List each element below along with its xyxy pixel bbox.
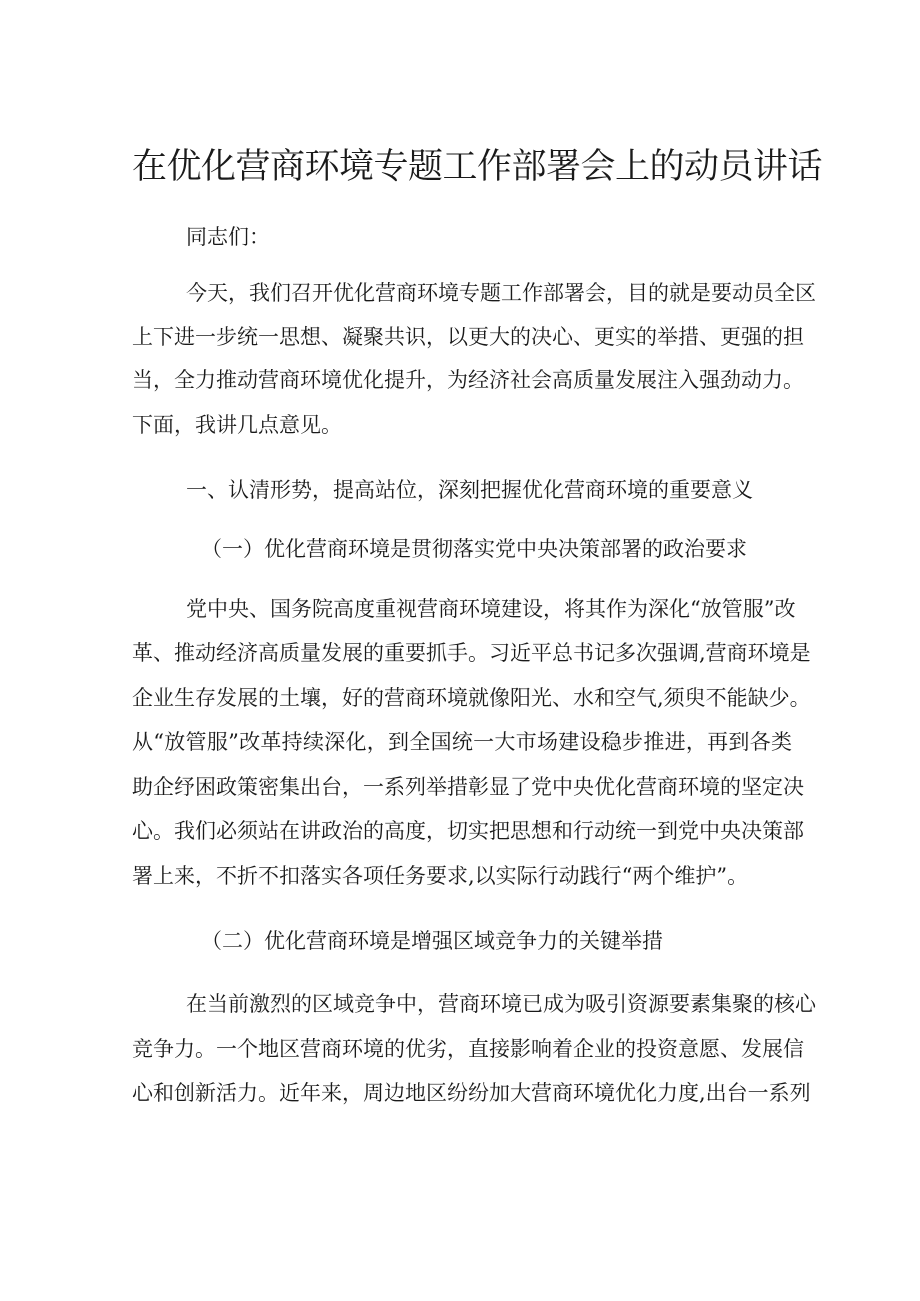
intro-line: 下面，我讲几点意见。 (132, 413, 342, 437)
paragraph-line: 企业生存发展的土壤，好的营商环境就像阳光、水和空气,须臾不能缺少。 (132, 686, 811, 710)
subsection-heading: （一）优化营商环境是贯彻落实党中央决策部署的政治要求 (201, 537, 747, 561)
paragraph-line: 竞争力。一个地区营商环境的优劣，直接影响着企业的投资意愿、发展信 (132, 1037, 804, 1061)
salutation: 同志们： (186, 225, 270, 249)
paragraph-line: 心和创新活力。近年来，周边地区纷纷加大营商环境优化力度,出台一系列 (132, 1081, 811, 1105)
document-title: 在优化营商环境专题工作部署会上的动员讲话 (132, 147, 823, 187)
intro-line: 今天，我们召开优化营商环境专题工作部署会，目的就是要动员全区 (186, 281, 816, 305)
paragraph-line: 助企纾困政策密集出台，一系列举措彰显了党中央优化营商环境的坚定决 (132, 775, 804, 799)
paragraph-line: 从“放管服”改革持续深化，到全国统一大市场建设稳步推进，再到各类 (132, 730, 792, 754)
paragraph-line: 革、推动经济高质量发展的重要抓手。习近平总书记多次强调,营商环境是 (132, 641, 811, 665)
paragraph-line: 党中央、国务院高度重视营商环境建设，将其作为深化“放管服”改 (186, 597, 796, 621)
paragraph-line: 心。我们必须站在讲政治的高度，切实把思想和行动统一到党中央决策部 (132, 819, 804, 843)
paragraph-line: 在当前激烈的区域竞争中，营商环境已成为吸引资源要素集聚的核心 (186, 992, 816, 1016)
intro-line: 上下进一步统一思想、凝聚共识，以更大的决心、更实的举措、更强的担 (132, 325, 804, 349)
subsection-heading: （二）优化营商环境是增强区域竞争力的关键举措 (201, 929, 663, 953)
section-heading: 一、认清形势，提高站位，深刻把握优化营商环境的重要意义 (186, 478, 753, 502)
paragraph-line: 署上来，不折不扣落实各项任务要求,以实际行动践行“两个维护”。 (132, 864, 749, 888)
intro-line: 当，全力推动营商环境优化提升，为经济社会高质量发展注入强劲动力。 (132, 368, 804, 392)
